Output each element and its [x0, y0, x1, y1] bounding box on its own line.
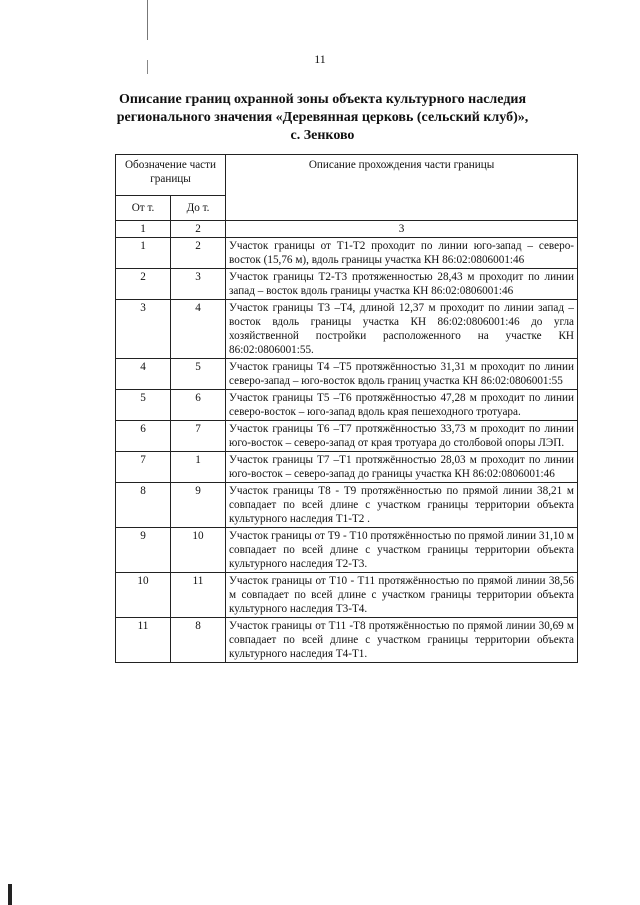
- cell-description: Участок границы Т3 –Т4, длиной 12,37 м проходит по линии запад – восток вдоль границы участка КН 86:02:0806001:46 до угла хозяйственной постройки расположенного на участке КН 86:02:0806001:55.: [226, 300, 578, 359]
- title-line-1: Описание границ охранной зоны объекта культурного наследия: [118, 92, 527, 107]
- cell-to: 5: [171, 359, 226, 390]
- table-row: [116, 452, 578, 483]
- header-designation: Обозначение части границы: [116, 155, 226, 196]
- column-number-1: 1: [116, 221, 171, 238]
- cell-from: 6: [116, 421, 171, 452]
- cell-to: 4: [171, 300, 226, 359]
- cell-description: Участок границы Т5 –Т6 протяжённостью 47,28 м проходит по линии северо-восток – юго-запад вдоль края пешеходного тротуара.: [226, 390, 578, 421]
- boundary-table: [115, 154, 578, 663]
- table-row: [116, 238, 578, 269]
- cell-to: 11: [171, 573, 226, 618]
- cell-from: 11: [116, 618, 171, 663]
- cell-to: 7: [171, 421, 226, 452]
- scan-artifact-bottom-mark: [8, 884, 12, 905]
- numbering-row: [116, 221, 578, 238]
- table-row: [116, 300, 578, 359]
- cell-to: 1: [171, 452, 226, 483]
- cell-from: 10: [116, 573, 171, 618]
- cell-from: 4: [116, 359, 171, 390]
- cell-description: Участок границы Т4 –Т5 протяжённостью 31,31 м проходит по линии северо-запад – юго-восток вдоль границ участка КН 86:02:0806001:55: [226, 359, 578, 390]
- table-row: [116, 528, 578, 573]
- header-from: От т.: [116, 196, 171, 221]
- cell-from: 8: [116, 483, 171, 528]
- cell-from: 9: [116, 528, 171, 573]
- table-row: [116, 421, 578, 452]
- title-line-2: регионального значения «Деревянная церковь (сельский клуб)»,: [116, 110, 529, 125]
- table-row: [116, 483, 578, 528]
- title-line-3: с. Зенково: [290, 128, 355, 143]
- column-number-3: 3: [226, 221, 578, 238]
- cell-description: Участок границы от Т10 - Т11 протяжённостью по прямой линии 38,56 м совпадает по всей длине с участком границы территории объекта культурного наследия Т3-Т4.: [226, 573, 578, 618]
- table-row: [116, 269, 578, 300]
- header-description: Описание прохождения части границы: [226, 155, 578, 221]
- table-row: [116, 573, 578, 618]
- header-to: До т.: [171, 196, 226, 221]
- cell-description: Участок границы от Т9 - Т10 протяжённостью по прямой линии 31,10 м совпадает по всей длине с участком границы территории объекта культурного наследия Т2-Т3.: [226, 528, 578, 573]
- cell-to: 6: [171, 390, 226, 421]
- cell-from: 7: [116, 452, 171, 483]
- table-row: [116, 618, 578, 663]
- cell-from: 2: [116, 269, 171, 300]
- cell-to: 2: [171, 238, 226, 269]
- column-number-2: 2: [171, 221, 226, 238]
- cell-to: 3: [171, 269, 226, 300]
- cell-from: 5: [116, 390, 171, 421]
- cell-to: 8: [171, 618, 226, 663]
- table-row: [116, 390, 578, 421]
- cell-from: 1: [116, 238, 171, 269]
- cell-to: 9: [171, 483, 226, 528]
- cell-from: 3: [116, 300, 171, 359]
- cell-description: Участок границы Т2-Т3 протяженностью 28,43 м проходит по линии запад – восток вдоль границы участка КН 86:02:0806001:46: [226, 269, 578, 300]
- document-title: [90, 91, 555, 145]
- cell-description: Участок границы Т7 –Т1 протяжённостью 28,03 м проходит по линии юго-восток – северо-запад до границы участка КН 86:02:0806001:46: [226, 452, 578, 483]
- table-body: [116, 221, 578, 663]
- cell-description: Участок границы Т8 - Т9 протяжённостью по прямой линии 38,21 м совпадает по всей длине с участком границы территории объекта культурного наследия Т1-Т2 .: [226, 483, 578, 528]
- page-number: 11: [314, 52, 326, 66]
- cell-description: Участок границы от Т11 -Т8 протяжённостью по прямой линии 30,69 м совпадает по всей длине с участком границы территории объекта культурного наследия Т4-Т1.: [226, 618, 578, 663]
- table-row: [116, 359, 578, 390]
- scan-artifact-top-line: [147, 0, 148, 40]
- cell-description: Участок границы Т6 –Т7 протяжённостью 33,73 м проходит по линии юго-восток – северо-запад от края тротуара до столбовой опоры ЛЭП.: [226, 421, 578, 452]
- cell-description: Участок границы от Т1-Т2 проходит по линии юго-запад – северо-восток (15,76 м), вдоль границы участка КН 86:02:0806001:46: [226, 238, 578, 269]
- cell-to: 10: [171, 528, 226, 573]
